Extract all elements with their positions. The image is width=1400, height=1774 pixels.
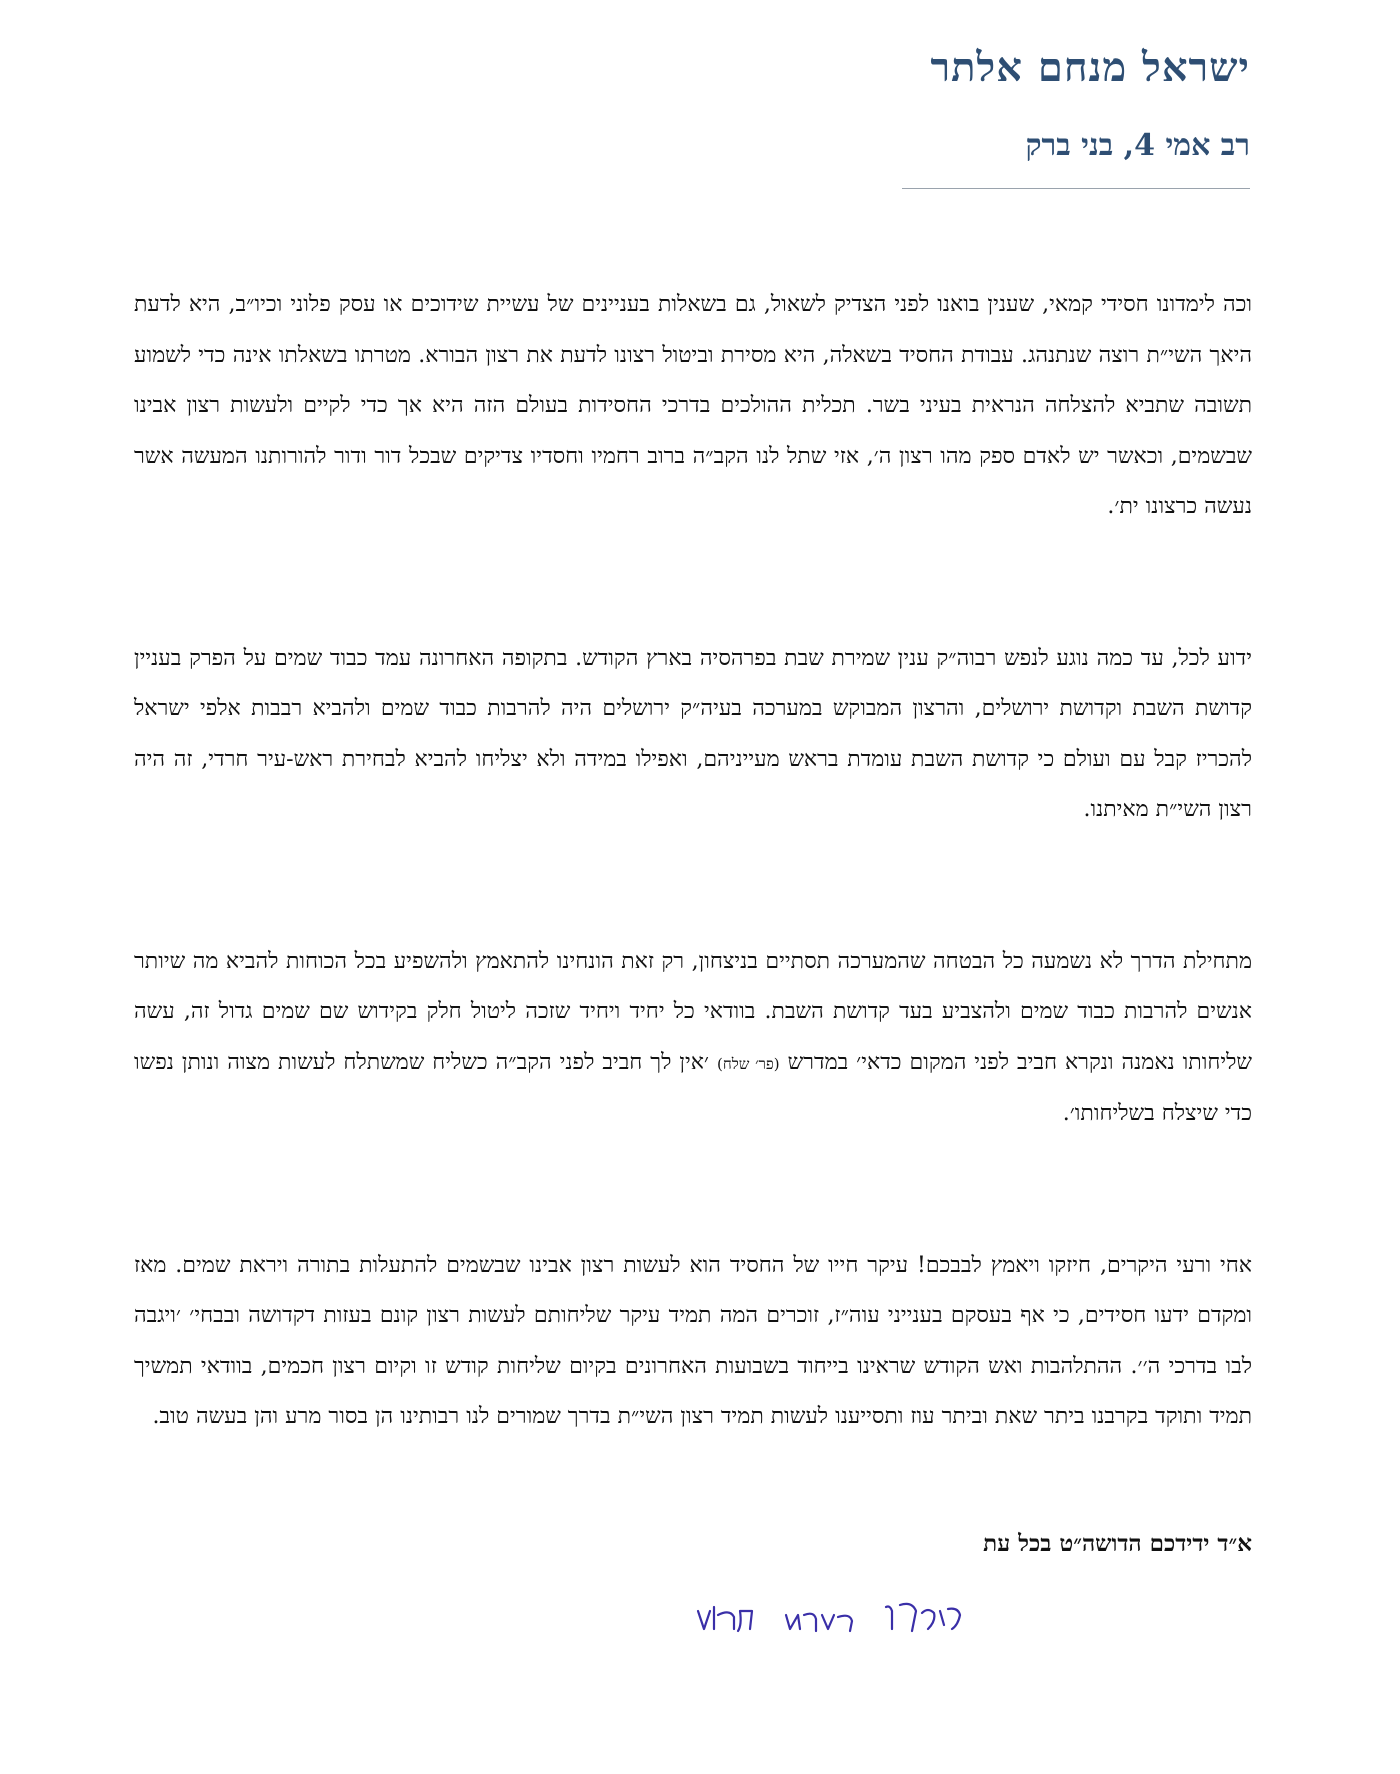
letterhead: [931, 38, 1251, 166]
paragraph-3-text-a: מתחילת הדרך לא נשמעה כל הבטחה שהמערכה תסתיים בניצחון, רק זאת הונחינו להתאמץ ולהשפיע בכל הכוחות להביא מה שיותר אנשים להרבות כבוד שמים ולהצביע בעד קדושת השבת. בוודאי כל יחיד ויחיד שזכה ליטול חלק בקידוש שם שמים גדול זה, עשה שליחותו נאמנה ונקרא חביב לפני המקום כדאי׳ במדרש: [134, 948, 1252, 1075]
paragraph-3-text-b: ׳אין לך חביב לפני הקב״ה כשליח שמשתלח לעשות מצוה ונותן נפשו כדי שיצלח בשליחותו׳.: [134, 1049, 1252, 1126]
handwritten-signature: [690, 1585, 970, 1655]
paragraph-2: ידוע לכל, עד כמה נוגע לנפש רבוה״ק ענין שמירת שבת בפרהסיה בארץ הקודש. בתקופה האחרונה עמד כבוד שמים על הפרק בעניין קדושת השבת וקדושת ירושלים, והרצון המבוקש במערכה בעיה״ק ירושלים היה להרבות כבוד שמים ולהביא רבבות אלפי ישראל להכריז קבל עם ועולם כי קדושת השבת עומדת בראש מעייניהם, ואפילו במידה ולא יצליחו להביא לבחירת ראש-עיר חרדי, זה היה רצון השי״ת מאיתנו.: [134, 645, 1252, 822]
letter-body: [134, 280, 1252, 1443]
closing-line: א״ד ידידכם הדושה״ט בכל עת: [983, 1530, 1252, 1557]
paragraph-3: [134, 937, 1252, 1140]
paragraph-3-source-ref: (פר׳ שלח): [716, 1054, 780, 1073]
paragraph-4: אחי ורעי היקרים, חיזקו ויאמץ לבבכם! עיקר חייו של החסיד הוא לעשות רצון אבינו שבשמים להתעלות בתורה ויראת שמים. מאז ומקדם ידעו חסידים, כי אף בעסקם בענייני עוה״ז, זוכרים המה תמיד עיקר שליחותם לעשות רצון קונם בעזות דקדושה ובבחי׳ ׳ויגבה לבו בדרכי ה׳׳. ההתלהבות ואש הקודש שראינו בייחוד בשבועות האחרונים בקיום שליחות קודש זו וקיום רצון חכמים, בוודאי תמשיך תמיד ותוקד בקרבנו ביתר שאת וביתר עוז ותסייענו לעשות תמיד רצון השי״ת בדרך שמורים לנו רבותינו הן בסור מרע והן בעשה טוב.: [134, 1252, 1253, 1429]
letterhead-name: ישראל מנחם אלתר: [930, 44, 1250, 91]
letterhead-divider: [902, 188, 1250, 189]
letterhead-address: רב אמי 4, בני ברק: [1025, 128, 1250, 163]
paragraph-1: וכה לימדונו חסידי קמאי, שענין בואנו לפני הצדיק לשאול, גם בשאלות בעניינים של עשיית שידוכים או עסק פלוני וכיו״ב, היא לדעת היאך השי״ת רוצה שנתנהג. עבודת החסיד בשאלה, היא מסירת וביטול רצונו לדעת את רצון הבורא. מטרתו בשאלתו אינה כדי לשמוע תשובה שתביא להצלחה הנראית בעיני בשר. תכלית ההולכים בדרכי החסידות בעולם הזה היא אך כדי לקיים ולעשות רצון אבינו שבשמים, וכאשר יש לאדם ספק מהו רצון ה׳, אזי שתל לנו הקב״ה ברוב רחמיו וחסדיו צדיקים שבכל דור ודור להורותנו המעשה אשר נעשה כרצונו ית׳.: [134, 292, 1252, 519]
